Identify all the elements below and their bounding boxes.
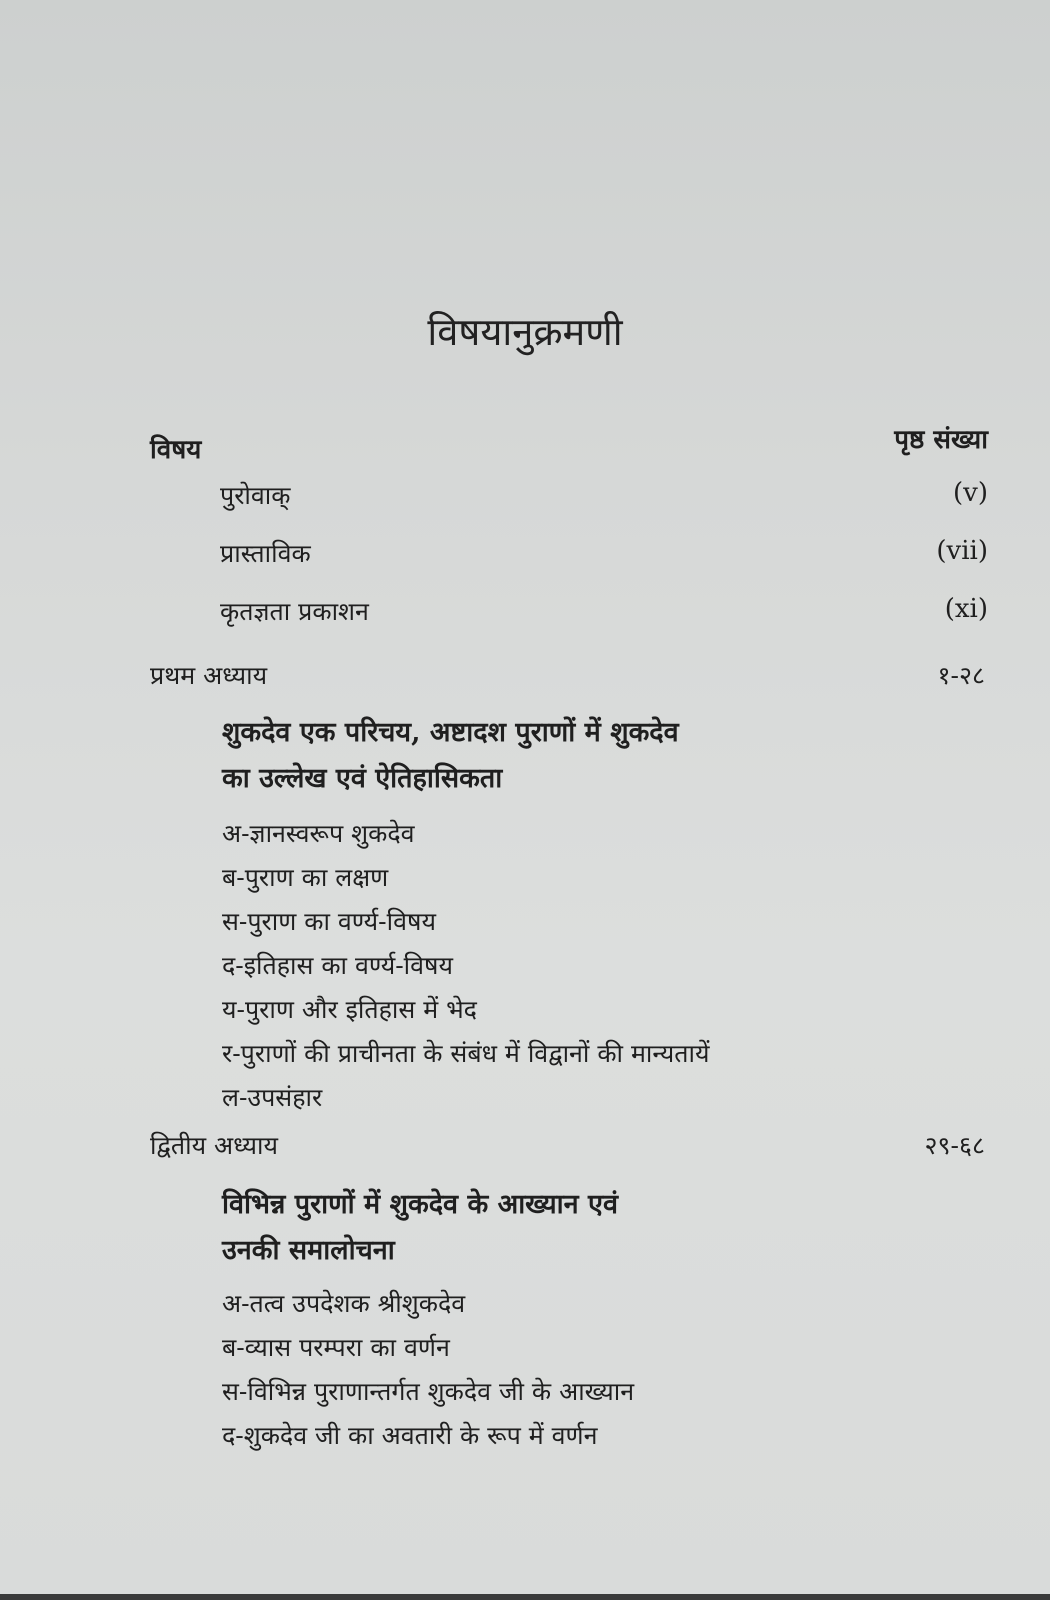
chapter-2-sections (222, 1282, 634, 1458)
section-item: ल-उपसंहार (222, 1083, 323, 1112)
section-item: अ-ज्ञानस्वरूप शुकदेव (222, 819, 415, 848)
section-item: अ-तत्व उपदेशक श्रीशुकदेव (222, 1289, 466, 1318)
chapter-1-sections (222, 812, 710, 1120)
page-title: विषयानुक्रमणी (427, 310, 623, 354)
section-item: ब-व्यास परम्परा का वर्णन (222, 1333, 450, 1362)
chapter-title-line: का उल्लेख एवं ऐतिहासिकता (222, 763, 503, 794)
section-item: य-पुराण और इतिहास में भेद (222, 995, 477, 1024)
chapter-name: द्वितीय अध्याय (150, 1131, 278, 1160)
chapter-name: प्रथम अध्याय (150, 661, 268, 690)
toc-entry (0, 594, 1050, 638)
chapter-2-title (222, 1182, 842, 1274)
toc-entry-page: (vii) (936, 536, 988, 566)
chapter-title-line: विभिन्न पुराणों में शुकदेव के आख्यान एवं (222, 1189, 618, 1220)
section-item: द-इतिहास का वर्ण्य-विषय (222, 951, 453, 980)
toc-entry-label: प्रास्ताविक (220, 539, 311, 568)
toc-entry-label: पुरोवाक् (220, 481, 291, 510)
section-item: ब-पुराण का लक्षण (222, 863, 389, 892)
chapter-title-line: शुकदेव एक परिचय, अष्टादश पुराणों में शुकदेव (222, 717, 679, 748)
subject-column-header: विषय (150, 435, 202, 465)
chapter-title-line: उनकी समालोचना (222, 1235, 395, 1266)
toc-entry-label: कृतज्ञता प्रकाशन (220, 597, 369, 626)
section-item: र-पुराणों की प्राचीनता के संबंध में विद्वानों की मान्यतायें (222, 1039, 710, 1068)
chapter-pages: २९-६८ (924, 1131, 985, 1160)
page-number-column-header: पृष्ठ संख्या (894, 425, 988, 455)
section-item: द-शुकदेव जी का अवतारी के रूप में वर्णन (222, 1421, 598, 1450)
toc-entry-page: (xi) (944, 594, 988, 624)
chapter-1-title (222, 710, 842, 802)
section-item: स-पुराण का वर्ण्य-विषय (222, 907, 436, 936)
chapter-pages: १-२८ (937, 661, 985, 690)
toc-entry (0, 478, 1050, 522)
toc-entry (0, 536, 1050, 580)
section-item: स-विभिन्न पुराणान्तर्गत शुकदेव जी के आख्यान (222, 1377, 635, 1406)
toc-entry-page: (v) (953, 478, 988, 508)
page-bottom-edge (0, 1594, 1050, 1600)
